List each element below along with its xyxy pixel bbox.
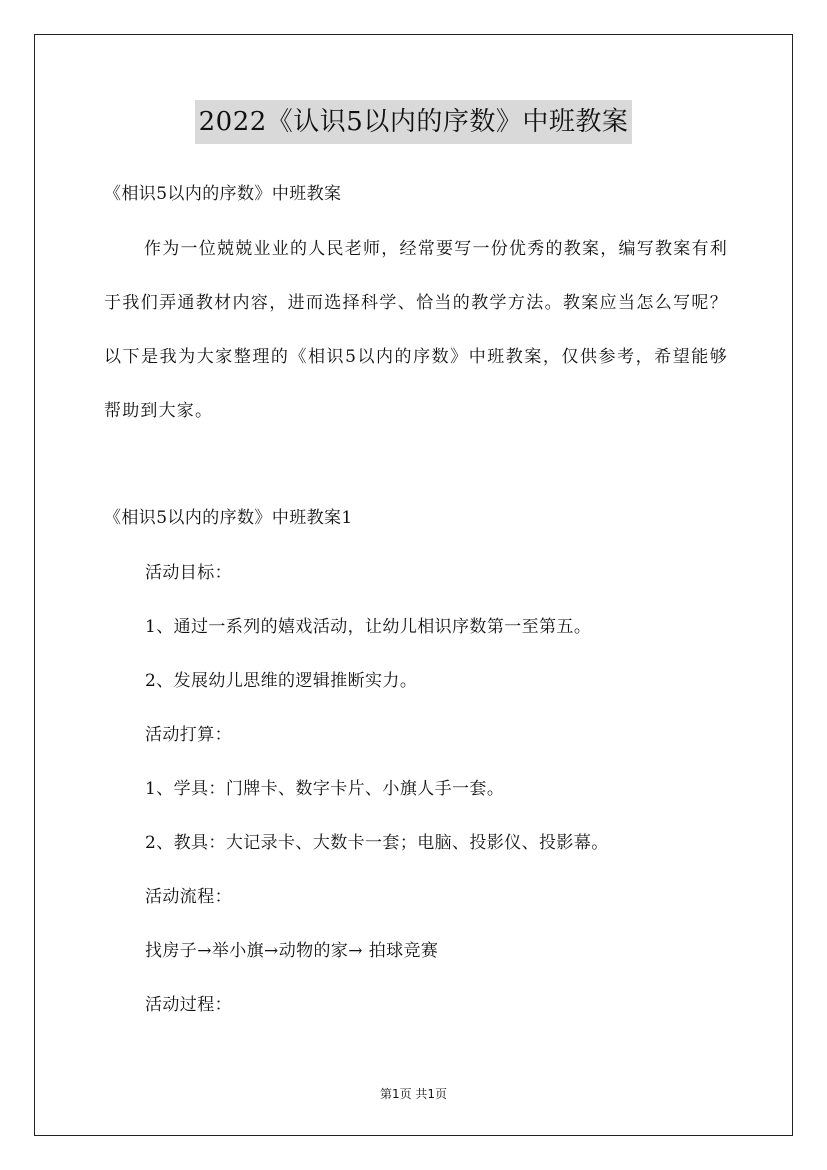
document-title: 2022《认识5以内的序数》中班教案 — [195, 100, 633, 144]
body-line: 2、教具：大记录卡、大数卡一套；电脑、投影仪、投影幕。 — [145, 833, 609, 853]
body-line: 活动流程： — [145, 887, 232, 907]
subtitle: 《相识5以内的序数》中班教案 — [104, 184, 342, 204]
body-line: 1、通过一系列的嬉戏活动，让幼儿相识序数第一至第五。 — [145, 617, 592, 637]
page-footer: 第1页 共1页 — [379, 1087, 448, 1101]
intro-paragraph: 作为一位兢兢业业的人民老师，经常要写一份优秀的教案，编写教案有利于我们弄通教材内容，进而选择科学、恰当的教学方法。教案应当怎么写呢？以下是我为大家整理的《相识5以内的序数》中班教案，仅供参考，希望能够帮助到大家。 — [104, 239, 728, 421]
body-line: 活动过程： — [145, 995, 232, 1015]
body-line: 活动打算： — [145, 725, 232, 745]
document-title-wrap — [0, 100, 827, 144]
body-line: 1、学具：门牌卡、数字卡片、小旗人手一套。 — [145, 779, 505, 799]
section-heading: 《相识5以内的序数》中班教案1 — [104, 508, 353, 528]
body-line: 找房子→举小旗→动物的家→ 拍球竞赛 — [145, 941, 439, 961]
body-line: 活动目标： — [145, 563, 232, 583]
body-line: 2、发展幼儿思维的逻辑推断实力。 — [145, 671, 418, 691]
